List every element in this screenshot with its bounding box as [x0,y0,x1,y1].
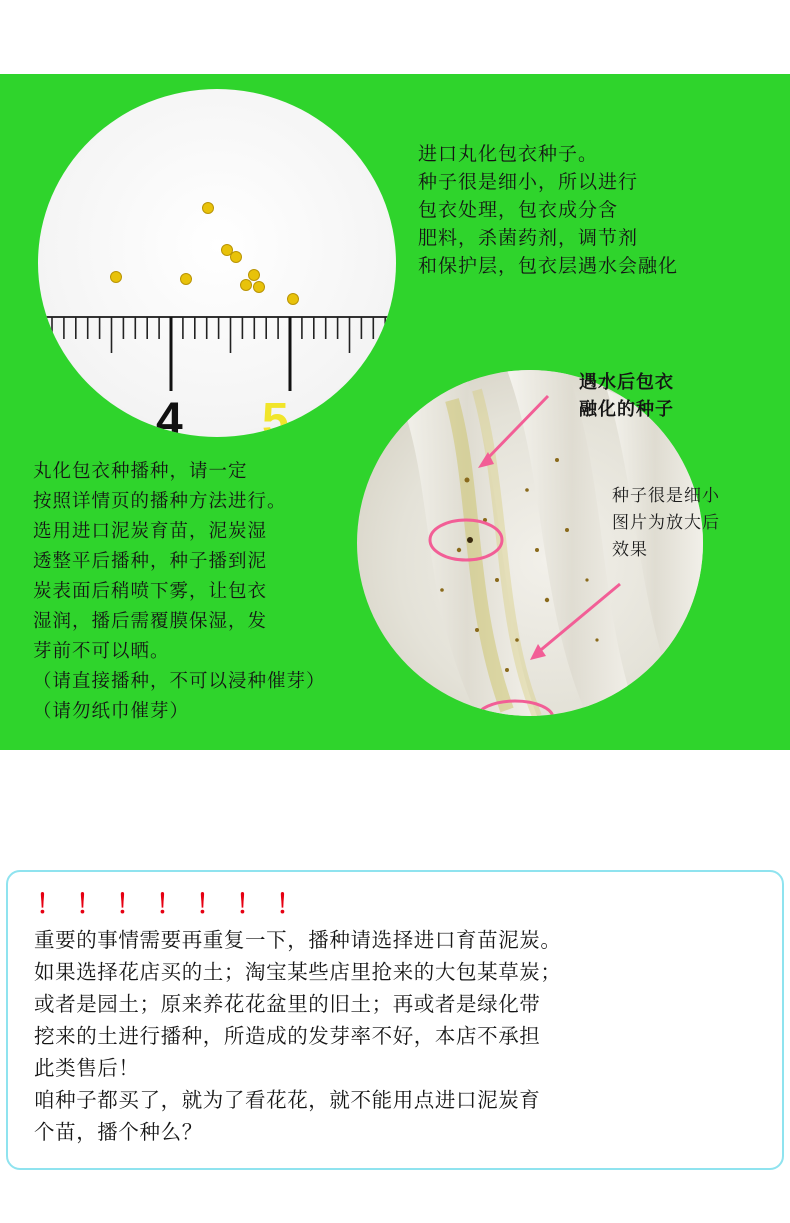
sowing-line: 湿润，播后需覆膜保湿，发 [33,611,268,632]
notice-line: 如果选择花店买的土；淘宝某些店里抢来的大包某草炭； [34,960,562,984]
notice-line: 重要的事情需要再重复一下，播种请选择进口育苗泥炭。 [34,928,562,952]
callout-line: 效果 [612,540,648,560]
callout-line: 种子很是细小 [612,486,720,506]
notice-line: 此类售后！ [34,1056,140,1080]
sowing-line: （请勿纸巾催芽） [33,701,190,722]
sowing-line: 芽前不可以晒。 [33,641,170,662]
callout-line: 融化的种子 [579,399,674,420]
callout-line: 图片为放大后 [612,513,720,533]
intro-line: 肥料，杀菌药剂，调节剂 [418,227,639,249]
intro-description [418,140,678,280]
callout-zoom-note [612,483,720,564]
notice-line: 挖来的土进行播种，所造成的发芽率不好，本店不承担 [34,1024,541,1048]
notice-line: 咱种子都买了，就为了看花花，就不能用点进口泥炭育 [34,1088,541,1112]
intro-line: 进口丸化包衣种子。 [418,143,599,165]
notice-text [34,924,562,1148]
ruler-number-4: 4 [156,394,183,437]
notice-line: 或者是园土；原来养花花盆里的旧土；再或者是绿化带 [34,992,541,1016]
arrow-top [484,396,548,462]
important-notice-box [6,870,784,1170]
arrow-bottom [536,584,620,654]
intro-line: 种子很是细小，所以进行 [418,171,639,193]
sowing-line: 炭表面后稍喷下雾，让包衣 [33,581,268,602]
callout-melted-seed [579,369,674,423]
intro-line: 和保护层，包衣层遇水会融化 [418,255,679,277]
intro-line: 包衣处理，包衣成分含 [418,199,619,221]
sowing-line: 透整平后播种，种子播到泥 [33,551,268,572]
sowing-line: 选用进口泥炭育苗，泥炭湿 [33,521,268,542]
sowing-line: （请直接播种，不可以浸种催芽） [33,671,326,692]
sowing-line: 按照详情页的播种方法进行。 [33,491,287,512]
sowing-instructions [33,457,326,727]
notice-line: 个苗，播个种么？ [34,1120,203,1144]
ruler-number-5: 5 [262,394,289,437]
warning-exclamation-icons: ！！！！！！！ [36,890,317,920]
sowing-line: 丸化包衣种播种，请一定 [33,461,248,482]
callout-line: 遇水后包衣 [579,372,674,393]
